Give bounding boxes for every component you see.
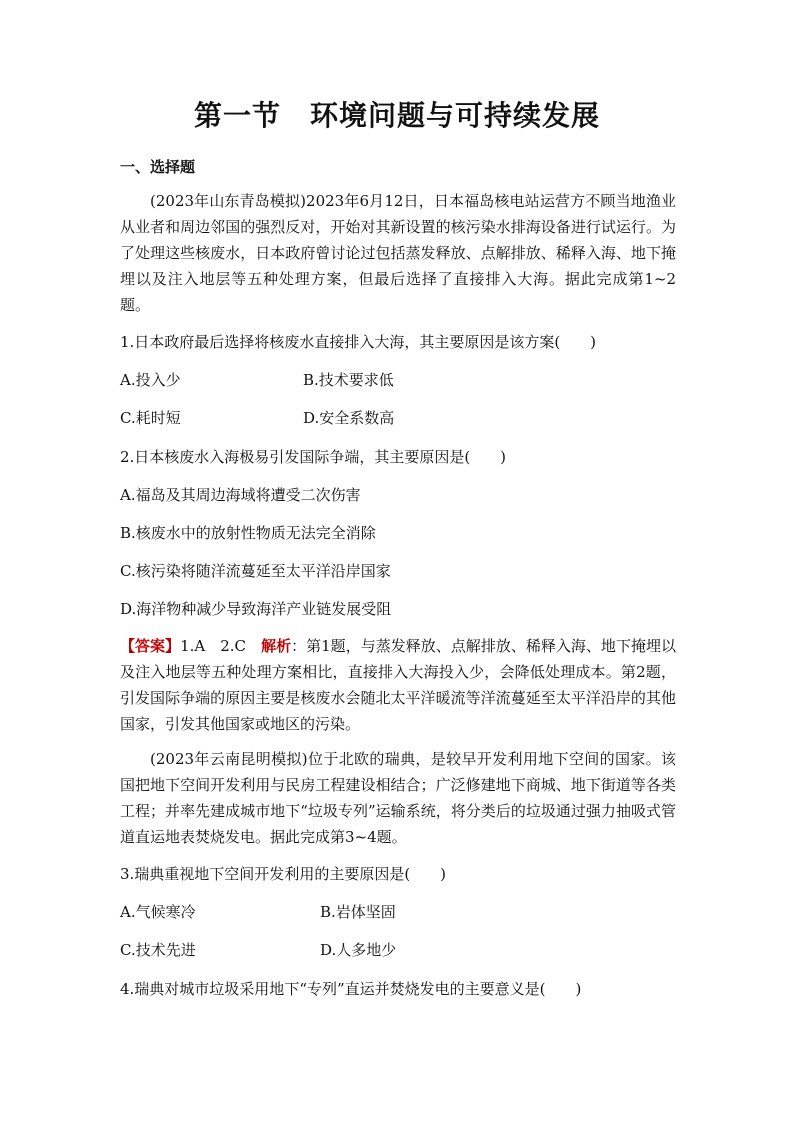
question-1-option-a: A.投入少 — [120, 371, 181, 389]
answer-label: 【答案】 — [120, 637, 181, 655]
question-3-option-d: D.人多地少 — [320, 941, 397, 959]
page-title: 第一节 环境问题与可持续发展 — [193, 99, 600, 132]
question-3-option-b: B.岩体坚固 — [320, 903, 396, 921]
question-3-option-c: C.技术先进 — [120, 941, 196, 959]
passage-1: (2023年山东青岛模拟)2023年6月12日，日本福岛核电站运营方不顾当地渔业从业者和周边邻国的强烈反对，开始对其新设置的核污染水排海设备进行试运行。为了处理这些核废水，日本政府曾讨论过包括蒸发释放、点解排放、稀释入海、地下掩埋以及注入地层等五种处理方案，但最后选择了直接排入大海。据此完成第1~2题。 — [120, 192, 676, 314]
question-1-stem: 1.日本政府最后选择将核废水直接排入大海，其主要原因是该方案( ) — [120, 333, 597, 351]
question-3-stem: 3.瑞典重视地下空间开发利用的主要原因是( ) — [120, 865, 447, 883]
question-2-option-c: C.核污染将随洋流蔓延至太平洋沿岸国家 — [120, 562, 391, 580]
question-4-stem: 4.瑞典对城市垃圾采用地下“专列”直运并焚烧发电的主要意义是( ) — [120, 980, 582, 998]
question-2-stem: 2.日本核废水入海极易引发国际争端，其主要原因是( ) — [120, 448, 507, 466]
question-2-option-d: D.海洋物种减少导致海洋产业链发展受阻 — [120, 600, 392, 618]
question-1-option-b: B.技术要求低 — [303, 371, 394, 389]
section-heading: 一、选择题 — [120, 158, 196, 176]
question-1-option-c: C.耗时短 — [120, 409, 181, 427]
analysis-text: ：第1题，与蒸发释放、点解排放、稀释入海、地下掩埋以及注入地层等五种处理方案相比，直接排入大海投入少，会降低处理成本。第2题，引发国际争端的原因主要是核废水会随北太平洋暖流等洋流蔓延至太平洋沿岸的其他国家，引发其他国家或地区的污染。 — [120, 637, 676, 733]
question-1-option-d: D.安全系数高 — [303, 409, 395, 427]
question-3-option-a: A.气候寒冷 — [120, 903, 196, 921]
question-2-option-a: A.福岛及其周边海域将遭受二次伤害 — [120, 486, 361, 504]
passage-2: (2023年云南昆明模拟)位于北欧的瑞典，是较早开发利用地下空间的国家。该国把地下空间开发利用与民房工程建设相结合；广泛修建地下商城、地下街道等各类工程；并率先建成城市地下“垃圾专列”运输系统，将分类后的垃圾通过强力抽吸式管道直运地表焚烧发电。据此完成第3~4题。 — [120, 750, 676, 846]
answer-values: 1.A 2.C — [180, 637, 262, 655]
question-2-option-b: B.核废水中的放射性物质无法完全消除 — [120, 524, 376, 542]
answer-block — [120, 633, 676, 737]
analysis-label: 解析 — [261, 637, 292, 655]
